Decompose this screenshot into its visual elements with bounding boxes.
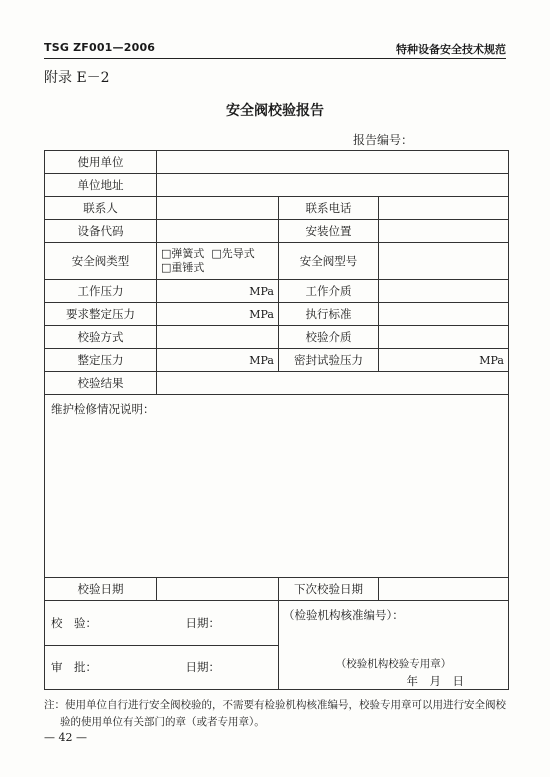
row-valve-type [45,243,509,280]
label-stamp-date: 年 月 日 [406,674,464,688]
header-rule [44,58,506,59]
row-checker [45,601,509,646]
field-install-location[interactable] [379,220,509,243]
field-phone[interactable] [379,197,509,220]
field-user-unit[interactable] [157,151,509,174]
label-working-medium: 工作介质 [279,280,379,303]
field-agency-stamp[interactable] [279,601,509,690]
label-check-medium: 校验介质 [279,326,379,349]
label-contact: 联系人 [45,197,157,220]
label-user-unit: 使用单位 [45,151,157,174]
field-maintenance-notes[interactable] [45,395,509,578]
page-number: — 42 — [44,731,87,744]
field-check-result[interactable] [157,372,509,395]
label-install-location: 安装位置 [279,220,379,243]
field-check-method[interactable] [157,326,279,349]
field-next-check-date[interactable] [379,578,509,601]
label-required-set-pressure: 要求整定压力 [45,303,157,326]
footnote [44,697,510,731]
row-maintenance-notes [45,395,509,578]
field-check-medium[interactable] [379,326,509,349]
label-check-result: 校验结果 [45,372,157,395]
appendix-label: 附录 E－2 [44,70,110,86]
label-standard: 执行标准 [279,303,379,326]
field-device-code[interactable] [157,220,279,243]
field-check-date[interactable] [157,578,279,601]
report-title: 安全阀校验报告 [226,103,324,119]
checkbox-pilot[interactable]: □先导式 [211,247,255,260]
checkbox-weight[interactable]: □重锤式 [161,261,205,274]
label-seal-test-pressure: 密封试验压力 [279,349,379,372]
header-standard-code: TSG ZF001—2006 [44,41,156,54]
field-reviewer-signature[interactable] [45,645,279,690]
field-valve-type-options [157,243,279,280]
row-working-pressure [45,280,509,303]
field-address[interactable] [157,174,509,197]
field-required-set-pressure[interactable]: MPa [157,303,279,326]
report-number-label: 报告编号： [353,133,414,147]
row-device-code [45,220,509,243]
label-phone: 联系电话 [279,197,379,220]
label-checker: 校 验： [51,615,97,630]
label-stamp: （校验机构校验专用章） [335,658,452,670]
row-set-pressure [45,349,509,372]
field-seal-test-pressure[interactable]: MPa [379,349,509,372]
row-user-unit [45,151,509,174]
row-check-date [45,578,509,601]
label-working-pressure: 工作压力 [45,280,157,303]
label-reviewer: 审 批： [51,660,97,675]
row-required-set-pressure [45,303,509,326]
label-valve-model: 安全阀型号 [279,243,379,280]
header-series-title: 特种设备安全技术规范 [396,43,506,56]
field-set-pressure[interactable]: MPa [157,349,279,372]
row-check-method [45,326,509,349]
label-maintenance-notes: 维护检修情况说明： [51,402,155,416]
label-agency-no: （检验机构核准编号）： [283,608,404,622]
footnote-line-1: 注：使用单位自行进行安全阀校验的，不需要有检验机构核准编号，校验专用章可以用进行安全阀校 [44,699,506,711]
label-device-code: 设备代码 [45,220,157,243]
label-reviewer-date: 日期： [185,660,220,675]
report-form [44,150,509,690]
footnote-line-2: 验的使用单位有关部门的章（或者专用章）。 [60,716,265,728]
label-valve-type: 安全阀类型 [45,243,157,280]
field-working-pressure[interactable]: MPa [157,280,279,303]
field-checker-signature[interactable] [45,601,279,646]
label-set-pressure: 整定压力 [45,349,157,372]
label-address: 单位地址 [45,174,157,197]
label-checker-date: 日期： [185,615,220,630]
row-check-result [45,372,509,395]
checkbox-spring[interactable]: □弹簧式 [161,247,205,260]
label-check-method: 校验方式 [45,326,157,349]
field-working-medium[interactable] [379,280,509,303]
field-valve-model[interactable] [379,243,509,280]
field-contact[interactable] [157,197,279,220]
row-address [45,174,509,197]
row-contact [45,197,509,220]
label-check-date: 校验日期 [45,578,157,601]
field-standard[interactable] [379,303,509,326]
label-next-check-date: 下次校验日期 [279,578,379,601]
